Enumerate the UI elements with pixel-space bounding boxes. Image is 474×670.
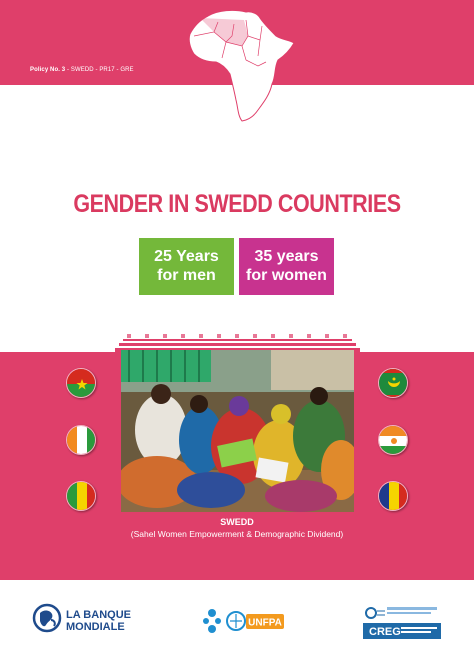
policy-number	[30, 67, 134, 73]
men-age-line1: 25 Years	[154, 248, 219, 265]
women-age-line2: for women	[246, 267, 327, 284]
women-age-line1: 35 years	[254, 248, 319, 265]
creg-logo-icon	[361, 601, 443, 641]
mali-flag-icon	[66, 481, 96, 511]
cote-divoire-flag-icon	[66, 425, 96, 455]
niger-flag-icon	[378, 425, 408, 455]
policy-number-bold: Policy No. 3	[30, 67, 66, 73]
world-bank-logo-icon	[32, 603, 62, 633]
men-age-line2: for men	[157, 267, 216, 284]
world-bank-line1: LA BANQUE	[66, 609, 131, 621]
world-bank-name	[66, 609, 131, 633]
unicef-unfpa-logo-icon	[202, 601, 284, 641]
caption-title: SWEDD	[220, 517, 254, 527]
unfpa-label: UNFPA	[248, 617, 282, 629]
world-bank-line2: MONDIALE	[66, 621, 125, 633]
photo-caption	[0, 516, 474, 540]
policy-number-code: - SWEDD - PR17 - GRE	[65, 67, 134, 73]
decorative-pattern	[115, 330, 360, 352]
africa-map-icon	[186, 6, 298, 126]
women-group-photo	[121, 350, 354, 512]
caption-subtitle: (Sahel Women Empowerment & Demographic Dividend)	[130, 529, 344, 539]
mauritania-flag-icon	[378, 368, 408, 398]
chad-flag-icon	[378, 481, 408, 511]
burkina-faso-flag-icon	[66, 368, 96, 398]
women-age-box	[239, 238, 334, 295]
page-title: GENDER IN SWEDD COUNTRIES	[73, 190, 401, 218]
men-age-box	[139, 238, 234, 295]
creg-label: CREG	[369, 626, 401, 638]
